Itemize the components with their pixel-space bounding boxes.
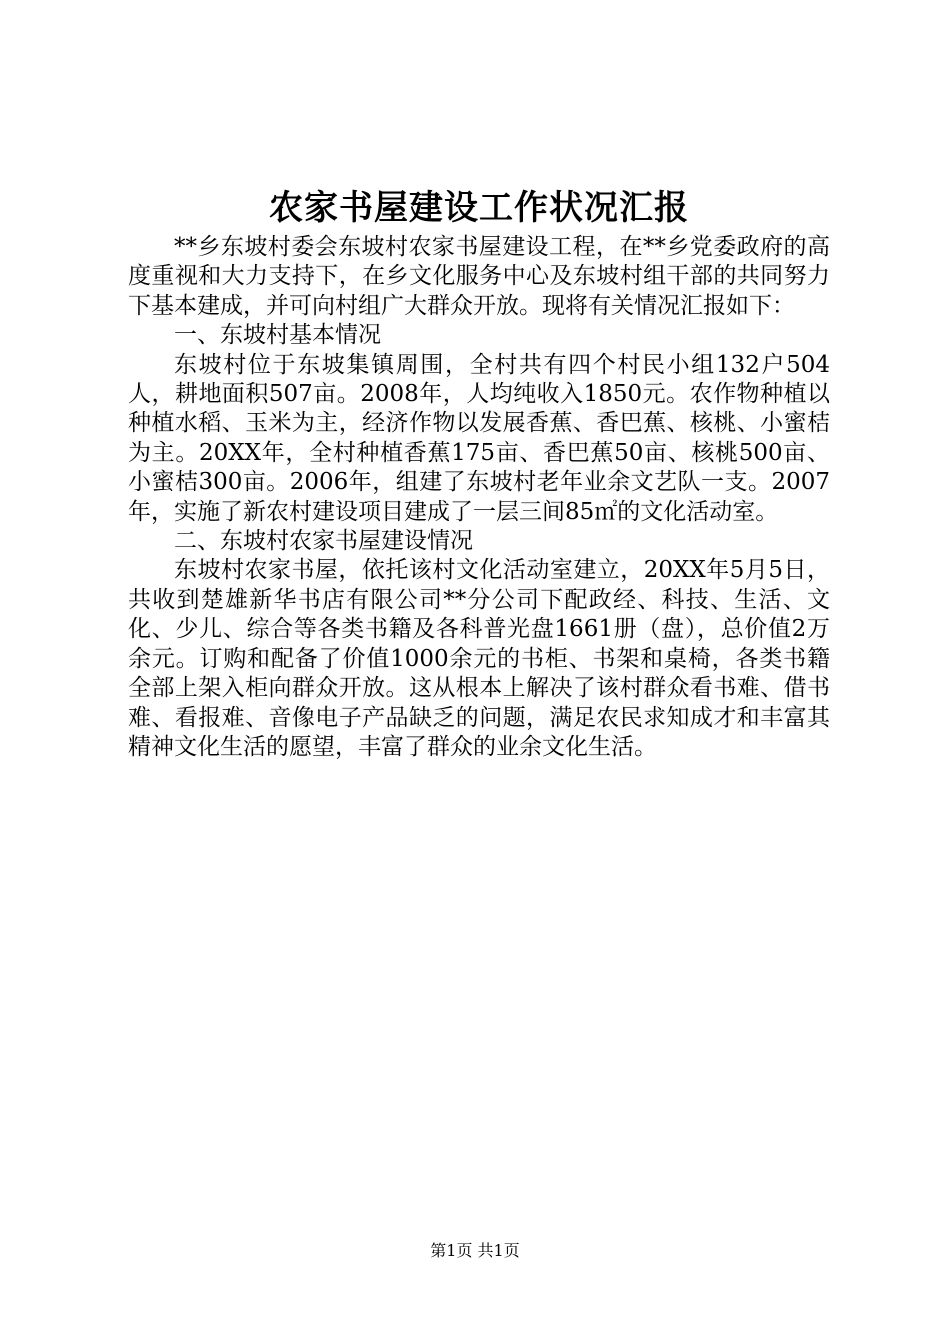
document-page xyxy=(128,0,830,1344)
section-1-heading: 一、东坡村基本情况 xyxy=(174,322,381,349)
intro-paragraph: **乡东坡村委会东坡村农家书屋建设工程，在**乡党委政府的高度重视和大力支持下，在乡文化服务中心及东坡村组干部的共同努力下基本建成，并可向村组广大群众开放。现将有关情况汇报如下： xyxy=(128,234,830,319)
page-footer: 第1页 共1页 xyxy=(430,1241,520,1260)
section-2-heading: 二、东坡村农家书屋建设情况 xyxy=(174,528,473,555)
section-1-paragraph: 东坡村位于东坡集镇周围，全村共有四个村民小组132户504人，耕地面积507亩。2008年，人均纯收入1850元。农作物种植以种植水稻、玉米为主，经济作物以发展香蕉、香巴蕉、核桃、小蜜桔为主。20XX年，全村种植香蕉175亩、香巴蕉50亩、核桃500亩、小蜜桔300亩。2006年，组建了东坡村老年业余文艺队一支。2007年，实施了新农村建设项目建成了一层三间85㎡的文化活动室。 xyxy=(128,351,830,525)
section-2-paragraph: 东坡村农家书屋，依托该村文化活动室建立，20XX年5月5日，共收到楚雄新华书店有限公司**分公司下配政经、科技、生活、文化、少儿、综合等各类书籍及各科普光盘1661册（盘），总价值2万余元。订购和配备了价值1000余元的书柜、书架和桌椅，各类书籍全部上架入柜向群众开放。这从根本上解决了该村群众看书难、借书难、看报难、音像电子产品缺乏的问题，满足农民求知成才和丰富其精神文化生活的愿望，丰富了群众的业余文化生活。 xyxy=(128,557,830,760)
document-body xyxy=(128,233,830,762)
document-title: 农家书屋建设工作状况汇报 xyxy=(269,188,689,228)
